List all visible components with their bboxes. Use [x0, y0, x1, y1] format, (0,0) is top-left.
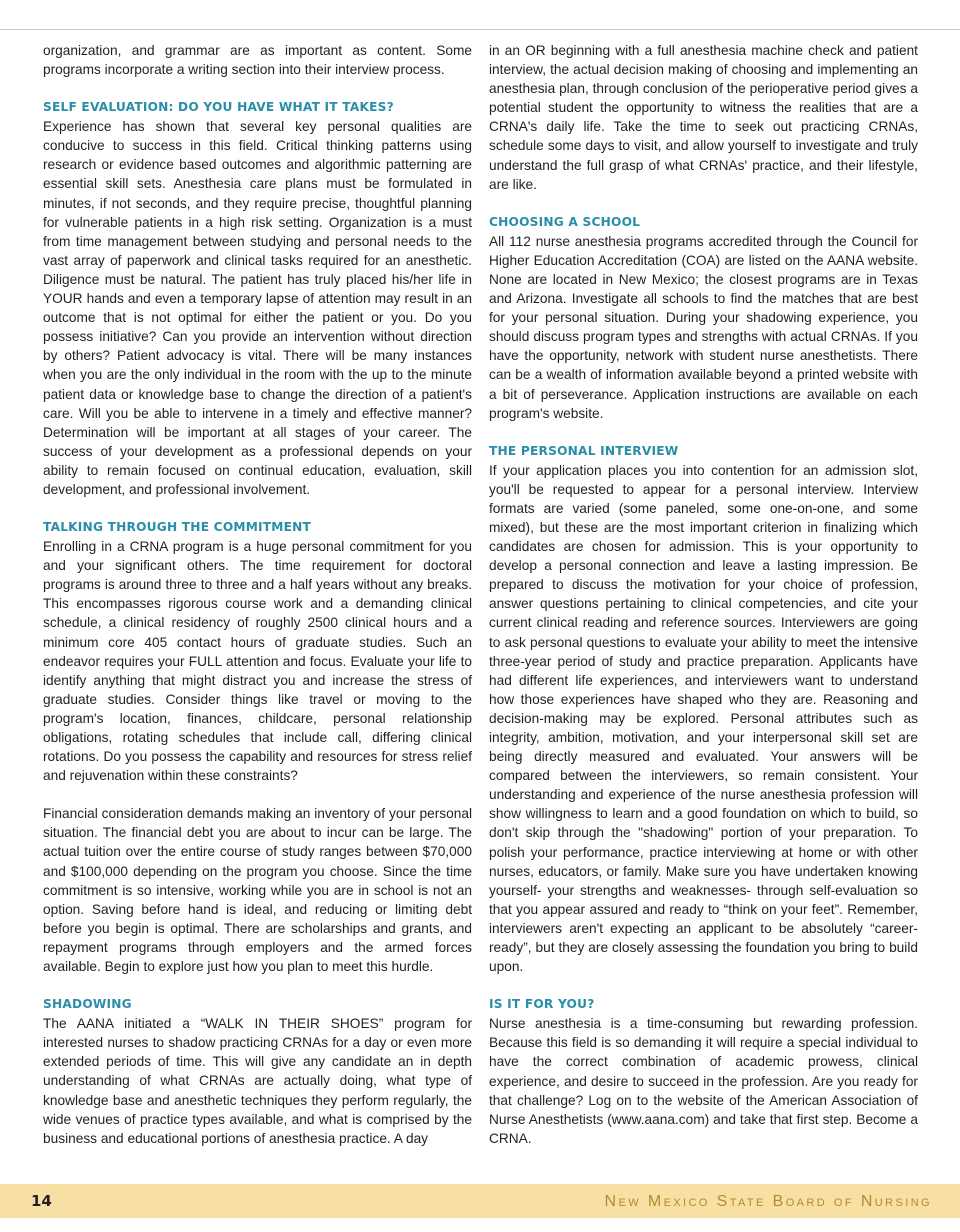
right-paragraph-personal-interview: If your application places you into contention for an admission slot, you'll be requested to appear for a personal interview. Interview formats are varied (some paneled, some one-on-one, and some mixed), but these are the most important criterion in finalizing which candidates are chosen for admission. This is your opportunity to develop a personal connection and leave a lasting impression. Be prepared to discuss the motivation for your choice of profession, answer questions pertaining to clinical competencies, and cite your current clinical reading and reference sources. Interviewers are going to ask personal questions to evaluate your ability to meet the intensive three-year period of study and practice preparation. Applicants have had different life experiences, and interviewers want to understand how those experiences have shaped who they are. Reasoning and decision-making may be explored. Personal attributes such as integrity, ambition, motivation, and your interpersonal skill set are being directly measured and evaluated. Your answers will be compared between the interviewers, so remain consistent. Your understanding and experience of the nurse anesthesia profession will show willingness to learn and a good foundation on which to build, so don't skip through the "shadowing" portion of your preparation. To polish your performance, practice interviewing at home or with other nurses, educators, or family. Make sure you have undertaken knowing yourself- your strengths and weaknesses- through self-evaluation so that you appear assured and ready to “think on your feet”. Remember, interviewers aren't expecting an applicant to be absolutely “career-ready”, but they are closely assessing the foundation you bring to build upon.: [489, 462, 918, 975]
left-paragraph-financial: Financial consideration demands making an inventory of your personal situation. The financial debt you are about to incur can be large. The actual tuition over the entire course of study ranges between $70,000 and $100,000 depending on the program you choose. Since the time commitment is so intensive, working while you are in school is not an option. Saving before hand is ideal, and reducing or limiting debt before you begin is optimal. There are scholarships and grants, and repayment programs through employers and the armed forces available. Begin to explore just how you plan to meet this hurdle.: [43, 806, 472, 975]
page-number: 14: [31, 1192, 52, 1210]
left-paragraph-self-evaluation: Experience has shown that several key personal qualities are conducive to success in this field. Critical thinking patterns using research or evidence based outcomes and algorithmic patterning are essential skill sets. Anesthesia care plans must be formulated in minutes, if not seconds, and they require precise, thoughtful planning for vulnerable patients in a high risk setting. Organization is a must from time management between studying and personal needs to the vast array of paperwork and clinical tasks required for an anesthetic. Diligence must be natural. The patient has truly placed his/her life in YOUR hands and even a temporary lapse of attention may result in an outcome that is not optimal for either the patient or you. Do you possess initiative? Can you provide an intervention without direction by others? Patient advocacy is vital. There will be many instances when you are the only individual in the room with the up to the minute patient data or knowledge base to change the direction of a patient's care. Will you be able to intervene in a timely and effective manner? Determination will be important at all stages of your career. The success of your development as a professional depends on your ability to remain focused on continual education, evaluation, skill development, and professional involvement.: [43, 119, 472, 497]
left-paragraph-intro: organization, and grammar are as important as content. Some programs incorporate a writing section into their interview process.: [43, 43, 472, 78]
right-paragraph-shadowing-cont: in an OR beginning with a full anesthesia machine check and patient interview, the actual decision making of choosing and implementing an anesthesia plan, through conclusion of the perioperative period gives a potential student the opportunity to witness the realities that are a CRNA's daily life. Take the time to seek out practicing CRNAs, schedule some days to visit, and allow yourself to investigate and truly understand the full grasp of what CRNAs' practice, and their lifestyle, are like.: [489, 43, 918, 192]
heading-choosing-school: CHOOSING A SCHOOL: [489, 214, 641, 229]
heading-personal-interview: THE PERSONAL INTERVIEW: [489, 443, 679, 458]
left-column: [43, 41, 472, 1148]
right-paragraph-choosing-school: All 112 nurse anesthesia programs accredited through the Council for Higher Education Accreditation (COA) are listed on the AANA website. None are located in New Mexico; the closest programs are in Texas and Arizona. Investigate all schools to find the matches that are best for your personal situation. During your shadowing experience, you should discuss program types and strengths with actual CRNAs. If you have the opportunity, network with student nurse anesthetists. There can be a wealth of information available beyond a printed website with a bit of perseverance. Application instructions are available on each program's website.: [489, 233, 918, 421]
organization-name: New Mexico State Board of Nursing: [604, 1193, 932, 1210]
heading-commitment: TALKING THROUGH THE COMMITMENT: [43, 520, 312, 535]
right-paragraph-is-it-for-you: Nurse anesthesia is a time-consuming but rewarding profession. Because this field is so demanding it will require a special individual to have the correct combination of academic prowess, clinical experience, and desire to succeed in the profession. Are you ready for that challenge? Log on to the website of the American Association of Nurse Anesthetists (www.aana.com) and take that first step. Become a CRNA.: [489, 1016, 918, 1146]
left-paragraph-commitment: Enrolling in a CRNA program is a huge personal commitment for you and your significant others. The time requirement for doctoral programs is around three to three and a half years without any breaks. This encompasses rigorous course work and a demanding clinical schedule, a clinical residency of roughly 2500 clinical hours and a minimum core 405 contact hours of graduate studies. Such an endeavor requires your FULL attention and focus. Evaluate your life to identify anything that might distract you and increase the stress of graduate studies. Consider things like travel or moving to the program's location, finances, childcare, personal relationship obligations, rotating schedules that include call, differing clinical rotations. Do you possess the capability and resources for stress relief and rejuvenation within these constraints?: [43, 539, 472, 784]
heading-self-evaluation: SELF EVALUATION: DO YOU HAVE WHAT IT TAKES?: [43, 100, 394, 115]
heading-is-it-for-you: IS IT FOR YOU?: [489, 997, 595, 1012]
heading-shadowing: SHADOWING: [43, 997, 132, 1012]
top-divider: [0, 29, 960, 30]
page-footer: [0, 1184, 960, 1218]
right-column: [489, 41, 918, 1148]
left-paragraph-shadowing: The AANA initiated a “WALK IN THEIR SHOES” program for interested nurses to shadow practicing CRNAs for a day or even more extended periods of time. This will give any candidate an in depth understanding of what CRNAs are actually doing, what type of knowledge base and anesthetic techniques they perform regularly, the wide venues of practice types available, and what is comprised by the business and educational portions of anesthesia practice. A day: [43, 1016, 472, 1146]
